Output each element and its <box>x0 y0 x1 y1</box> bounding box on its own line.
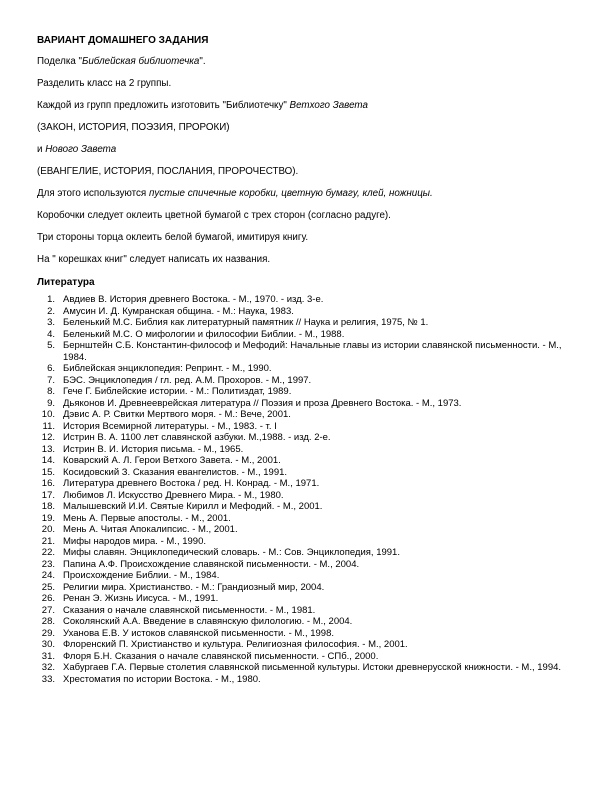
paragraph-old-testament <box>37 100 582 112</box>
reference-number: 10. <box>41 409 55 420</box>
reference-number: 21. <box>41 535 55 547</box>
reference-item <box>37 386 582 398</box>
paragraph-text: и <box>37 144 46 155</box>
reference-text: Хабургаев Г.А. Первые столетия славянской письменной культуры. Истоки древнерусской книжности. - М., 1994. <box>63 662 562 673</box>
reference-item <box>37 455 582 467</box>
reference-item <box>37 398 582 410</box>
reference-item <box>37 501 582 513</box>
reference-number: 15. <box>41 466 55 478</box>
reference-item <box>37 674 582 686</box>
paragraph-materials <box>37 188 582 200</box>
reference-text: Беленький М.С. О мифологии и философии Библии. - М., 1988. <box>63 328 345 340</box>
reference-number: 31. <box>41 650 55 662</box>
reference-text: Любимов Л. Искусство Древнего Мира. - М., 1980. <box>63 489 284 501</box>
paragraph-italic: Библейская библиотечка <box>81 56 200 67</box>
reference-item <box>37 536 582 548</box>
paragraph-coloring: Коробочки следует оклеить цветной бумагой с трех сторон (согласно радуге). <box>37 210 391 221</box>
reference-text: Флоря Б.Н. Сказания о начале славянской письменности. - СПб., 2000. <box>63 650 379 662</box>
reference-item <box>37 375 582 387</box>
reference-item <box>37 478 582 490</box>
reference-number: 27. <box>41 604 55 616</box>
reference-number: 33. <box>41 673 55 685</box>
reference-text: Литература древнего Востока / ред. Н. Конрад. - М., 1971. <box>63 478 320 489</box>
reference-number: 30. <box>41 639 55 650</box>
reference-text: Бернштейн С.Б. Константин-философ и Мефодий: Начальные главы из истории славянской письменности. - М., 1984. <box>63 340 562 363</box>
reference-text: Амусин И. Д. Кумранская община. - М.: Наука, 1983. <box>63 305 294 317</box>
reference-number: 32. <box>41 662 55 673</box>
reference-number: 13. <box>41 443 55 455</box>
paragraph-spines: На " корешках книг" следует написать их названия. <box>37 254 271 265</box>
reference-text: Истрин В. И. История письма. - М., 1965. <box>63 443 244 455</box>
reference-text: Дэвис А. Р. Свитки Мертвого моря. - М.: Вече, 2001. <box>63 409 291 420</box>
reference-number: 16. <box>41 478 55 489</box>
paragraph-text: ". <box>199 56 206 67</box>
reference-number: 4. <box>47 328 55 340</box>
paragraph-italic: Ветхого Завета <box>289 100 368 111</box>
paragraph-text: Поделка " <box>37 56 82 67</box>
reference-item <box>37 628 582 640</box>
paragraph-text: Для этого используются <box>37 188 149 199</box>
reference-number: 8. <box>47 386 55 397</box>
reference-number: 23. <box>41 558 55 570</box>
reference-item <box>37 593 582 605</box>
reference-text: Гече Г. Библейские истории. - М.: Политиздат, 1989. <box>63 386 292 397</box>
reference-text: Флоренский П. Христианство и культура. Религиозная философия. - М., 2001. <box>63 639 408 650</box>
paragraph-new-testament <box>37 144 582 156</box>
reference-number: 6. <box>47 363 55 374</box>
reference-item <box>37 559 582 571</box>
reference-item <box>37 662 582 674</box>
paragraph-italic: Нового Завета <box>45 144 117 155</box>
reference-number: 17. <box>41 489 55 501</box>
reference-item <box>37 432 582 444</box>
reference-item <box>37 605 582 617</box>
reference-item <box>37 444 582 456</box>
reference-text: Сказания о начале славянской письменности. - М., 1981. <box>63 604 316 616</box>
reference-text: БЭС. Энциклопедия / гл. ред. А.М. Прохоров. - М., 1997. <box>63 374 312 386</box>
paragraph-text: Каждой из групп предложить изготовить "Библиотечку" <box>37 100 290 111</box>
reference-text: Соколянский А.А. Введение в славянскую филологию. - М., 2004. <box>63 616 353 627</box>
reference-item <box>37 306 582 318</box>
reference-number: 11. <box>42 420 55 432</box>
reference-text: Мень А. Читая Апокалипсис. - М., 2001. <box>63 524 238 535</box>
bibliography-list <box>37 294 582 685</box>
reference-number: 2. <box>47 305 55 317</box>
reference-item <box>37 294 582 306</box>
reference-number: 29. <box>41 627 55 639</box>
reference-text: Мень А. Первые апостолы. - М., 2001. <box>63 512 231 524</box>
reference-text: Коварский А. Л. Герои Ветхого Завета. - М., 2001. <box>63 455 281 466</box>
reference-number: 25. <box>41 581 55 593</box>
reference-item <box>37 582 582 594</box>
reference-item <box>37 421 582 433</box>
reference-item <box>37 409 582 421</box>
reference-number: 5. <box>47 340 55 351</box>
reference-item <box>37 513 582 525</box>
paragraph-groups: Разделить класс на 2 группы. <box>37 78 172 89</box>
reference-text: Малышевский И.И. Святые Кирилл и Мефодий. - М., 2001. <box>63 501 323 512</box>
reference-text: Папина А.Ф. Происхождение славянской письменности. - М., 2004. <box>63 558 360 570</box>
document-title: ВАРИАНТ ДОМАШНЕГО ЗАДАНИЯ <box>37 35 209 46</box>
reference-item <box>37 467 582 479</box>
reference-text: Происхождение Библии. - М., 1984. <box>63 570 220 581</box>
reference-text: Беленький М.С. Библия как литературный памятник // Наука и религия, 1975, № 1. <box>63 317 429 328</box>
reference-item <box>37 639 582 651</box>
reference-item <box>37 329 582 341</box>
reference-item <box>37 524 582 536</box>
paragraph-craft <box>37 56 582 68</box>
reference-number: 7. <box>47 374 55 386</box>
reference-number: 3. <box>47 317 55 328</box>
reference-number: 9. <box>47 397 55 409</box>
reference-text: Мифы народов мира. - М., 1990. <box>63 535 206 547</box>
reference-item <box>37 570 582 582</box>
reference-number: 18. <box>41 501 55 512</box>
reference-number: 22. <box>41 547 55 558</box>
reference-text: Уханова Е.В. У истоков славянской письменности. - М., 1998. <box>63 627 334 639</box>
reference-text: Мифы славян. Энциклопедический словарь. - М.: Сов. Энциклопедия, 1991. <box>63 547 400 558</box>
reference-item <box>37 317 582 329</box>
reference-item <box>37 363 582 375</box>
reference-text: Ренан Э. Жизнь Иисуса. - М., 1991. <box>63 593 219 604</box>
reference-number: 1. <box>47 294 55 305</box>
reference-text: Хрестоматия по истории Востока. - М., 1980. <box>63 673 261 685</box>
reference-number: 14. <box>41 455 55 466</box>
reference-text: Истрин В. А. 1100 лет славянской азбуки. М.,1988. - изд. 2-е. <box>63 432 331 443</box>
reference-item <box>37 651 582 663</box>
reference-text: Косидовский З. Сказания евангелистов. - М., 1991. <box>63 466 288 478</box>
reference-text: История Всемирной литературы. - М., 1983. - т. I <box>63 420 277 432</box>
reference-text: Дьяконов И. Древнееврейская литература // Поэзия и проза Древнего Востока. - М., 1973. <box>63 397 462 409</box>
paragraph-new-testament-sections: (ЕВАНГЕЛИЕ, ИСТОРИЯ, ПОСЛАНИЯ, ПРОРОЧЕСТВО). <box>37 166 299 177</box>
reference-number: 26. <box>41 593 55 604</box>
reference-number: 12. <box>41 432 55 443</box>
reference-text: Религии мира. Христианство. - М.: Грандиозный мир, 2004. <box>63 581 325 593</box>
reference-item <box>37 547 582 559</box>
reference-item <box>37 616 582 628</box>
reference-text: Авдиев В. История древнего Востока. - М., 1970. - изд. 3-е. <box>63 294 324 305</box>
reference-number: 19. <box>41 512 55 524</box>
reference-number: 28. <box>41 616 55 627</box>
document-content <box>37 34 582 685</box>
reference-item <box>37 340 582 363</box>
reference-number: 20. <box>41 524 55 535</box>
paragraph-old-testament-sections: (ЗАКОН, ИСТОРИЯ, ПОЭЗИЯ, ПРОРОКИ) <box>37 122 230 133</box>
bibliography-heading: Литература <box>37 277 95 288</box>
reference-item <box>37 490 582 502</box>
reference-number: 24. <box>41 570 55 581</box>
paragraph-white-paper: Три стороны торца оклеить белой бумагой, имитируя книгу. <box>37 232 309 243</box>
paragraph-italic: пустые спичечные коробки, цветную бумагу, клей, ножницы. <box>148 188 433 199</box>
reference-text: Библейская энциклопедия: Репринт. - М., 1990. <box>63 363 272 374</box>
